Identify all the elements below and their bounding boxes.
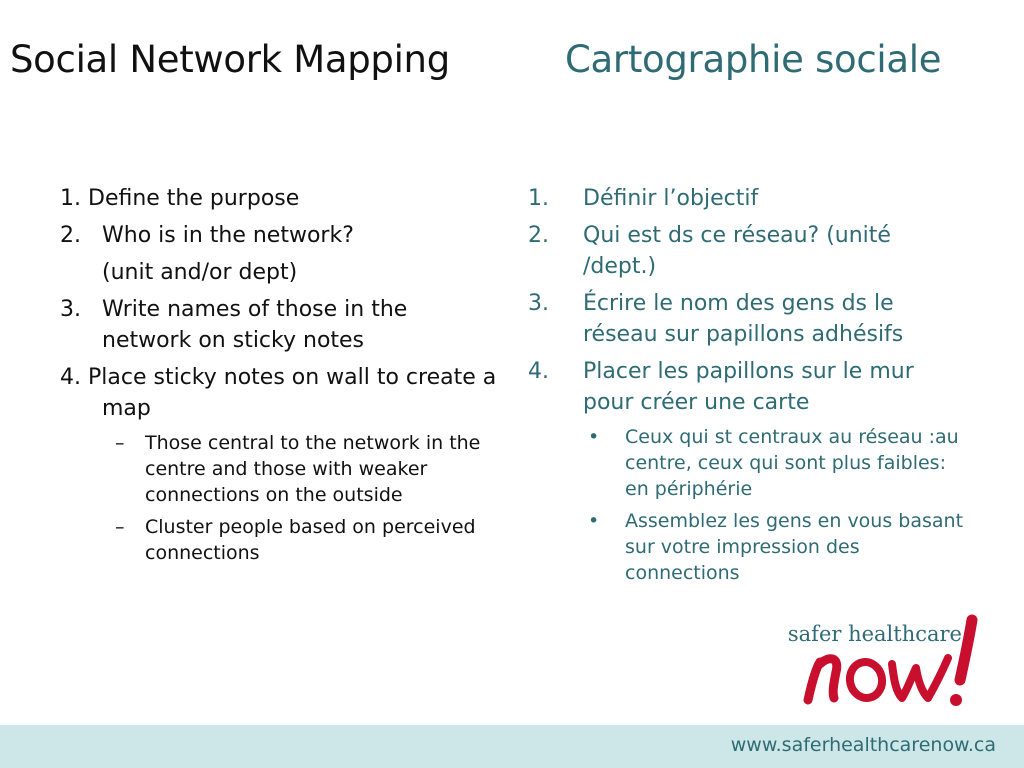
english-step-4 bbox=[60, 362, 500, 424]
logo-now-wordmark bbox=[800, 612, 1000, 712]
french-substep-1 bbox=[528, 424, 968, 502]
footer-website-link[interactable]: www.saferhealthcarenow.ca bbox=[730, 734, 996, 756]
step-text-extra: (unit and/or dept) bbox=[102, 260, 298, 285]
english-step-3 bbox=[60, 294, 500, 356]
footer-bar bbox=[0, 725, 1024, 768]
safer-healthcare-now-logo bbox=[787, 612, 1000, 712]
english-steps-list bbox=[60, 183, 500, 572]
substep-text: Cluster people based on perceived connections bbox=[145, 516, 476, 564]
french-step-2 bbox=[528, 220, 968, 282]
substep-text: Assemblez les gens en vous basant sur votre impression des connections bbox=[625, 510, 964, 584]
step-text: Définir l’objectif bbox=[583, 186, 759, 211]
english-step-1 bbox=[60, 183, 500, 214]
slide-title-english: Social Network Mapping bbox=[10, 38, 450, 81]
french-step-4 bbox=[528, 356, 968, 418]
slide-title-french: Cartographie sociale bbox=[565, 38, 942, 81]
substep-text: Those central to the network in the centre and those with weaker connections on the outside bbox=[145, 432, 481, 506]
dash-marker: – bbox=[115, 516, 125, 538]
english-substep-1 bbox=[60, 430, 500, 508]
french-step-1 bbox=[528, 183, 968, 214]
step-number: 1. bbox=[528, 186, 549, 211]
dash-marker: – bbox=[115, 432, 125, 454]
french-substep-2 bbox=[528, 508, 968, 586]
step-number: 3. bbox=[528, 291, 549, 316]
step-text: Define the purpose bbox=[88, 186, 300, 211]
bullet-marker: • bbox=[588, 510, 600, 532]
french-step-3 bbox=[528, 288, 968, 350]
step-text: Place sticky notes on wall to create a map bbox=[88, 365, 497, 421]
logo-tagline: safer healthcare bbox=[787, 622, 962, 646]
step-text: Écrire le nom des gens ds le réseau sur papillons adhésifs bbox=[583, 291, 904, 347]
step-text: Who is in the network? bbox=[102, 223, 354, 248]
english-step-2 bbox=[60, 220, 500, 288]
step-number: 1. bbox=[60, 186, 81, 211]
substep-text: Ceux qui st centraux au réseau :au centre, ceux qui sont plus faibles: en périphérie bbox=[625, 426, 959, 500]
step-number: 2. bbox=[528, 223, 549, 248]
french-steps-list bbox=[528, 183, 968, 592]
step-number: 2. bbox=[60, 223, 81, 248]
step-text: Write names of those in the network on sticky notes bbox=[102, 297, 408, 353]
step-text: Placer les papillons sur le mur pour créer une carte bbox=[583, 359, 914, 415]
step-number: 4. bbox=[60, 365, 81, 390]
step-number: 3. bbox=[60, 297, 81, 322]
english-substep-2 bbox=[60, 514, 500, 566]
step-text: Qui est ds ce réseau? (unité /dept.) bbox=[583, 223, 891, 279]
step-number: 4. bbox=[528, 359, 549, 384]
bullet-marker: • bbox=[588, 426, 600, 448]
